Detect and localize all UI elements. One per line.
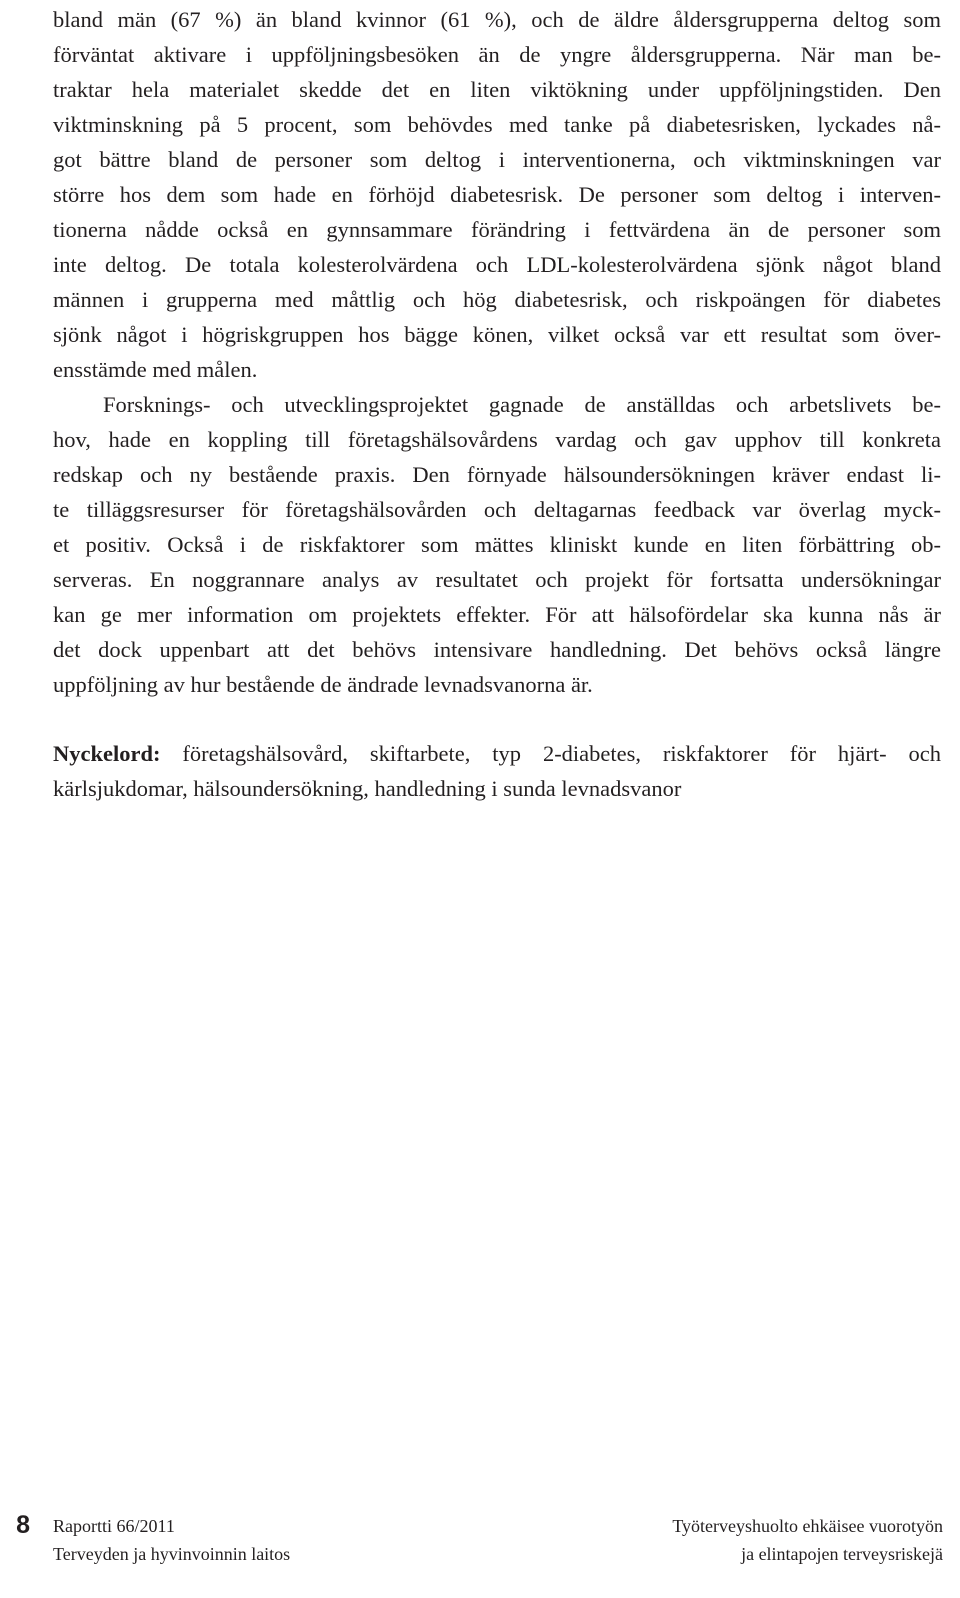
text-line: redskap och ny bestående praxis. Den förnyade hälsoundersökningen kräver endast li-: [53, 462, 941, 487]
footer-title: [672, 1512, 943, 1568]
text-line: Forsknings- och utvecklingsprojektet gagnade de anställdas och arbetslivets be-: [103, 392, 941, 417]
text-line: bland män (67 %) än bland kvinnor (61 %), och de äldre åldersgrupperna deltog som: [53, 7, 941, 32]
text-line: förväntat aktivare i uppföljningsbesöken än de yngre åldersgrupperna. När man be-: [53, 42, 941, 67]
text-line: got bättre bland de personer som deltog i interventionerna, och viktminskningen var: [53, 147, 941, 172]
keywords-label: Nyckelord:: [53, 741, 161, 766]
text-line: sjönk något i högriskgruppen hos bägge könen, vilket också var ett resultat som över-: [53, 322, 941, 347]
text-line: det dock uppenbart att det behövs intensivare handledning. Det behövs också längre: [53, 637, 941, 662]
text-line: uppföljning av hur bestående de ändrade levnadsvanorna är.: [53, 672, 593, 697]
text-line: traktar hela materialet skedde det en liten viktökning under uppföljningstiden. Den: [53, 77, 941, 102]
text-line: ensstämde med målen.: [53, 357, 258, 382]
text-line: serveras. En noggrannare analys av resultatet och projekt för fortsatta undersökningar: [53, 567, 941, 592]
report-title-line2: ja elintapojen terveysriskejä: [741, 1544, 943, 1564]
institute-name: Terveyden ja hyvinvoinnin laitos: [53, 1544, 291, 1564]
text-line: större hos dem som hade en förhöjd diabetesrisk. De personer som deltog i interven-: [53, 182, 941, 207]
keywords-text: företagshälsovård, skiftarbete, typ 2-diabetes, riskfaktorer för hjärt- och: [160, 741, 941, 766]
text-line: te tilläggsresurser för företagshälsovården och deltagarnas feedback var överlag myck-: [53, 497, 941, 522]
report-number: Raportti 66/2011: [53, 1516, 175, 1536]
text-line: männen i grupperna med måttlig och hög diabetesrisk, och riskpoängen för diabetes: [53, 287, 941, 312]
keywords-line: kärlsjukdomar, hälsoundersökning, handledning i sunda levnadsvanor: [53, 776, 682, 801]
text-line: tionerna nådde också en gynnsammare förändring i fettvärdena än de personer som: [53, 217, 941, 242]
text-line: viktminskning på 5 procent, som behövdes med tanke på diabetesrisken, lyckades nå-: [53, 112, 941, 137]
report-title-line1: Työterveyshuolto ehkäisee vuorotyön: [672, 1516, 943, 1536]
keywords-line: [53, 736, 941, 772]
text-line: et positiv. Också i de riskfaktorer som mättes kliniskt kunde en liten förbättring ob-: [53, 532, 941, 557]
page-number: 8: [16, 1511, 30, 1539]
text-line: inte deltog. De totala kolesterolvärdena och LDL-kolesterolvärdena sjönk något bland: [53, 252, 941, 277]
footer-publisher: [53, 1512, 290, 1568]
text-line: kan ge mer information om projektets effekter. För att hälsofördelar ska kunna nås är: [53, 602, 941, 627]
text-line: hov, hade en koppling till företagshälsovårdens vardag och gav upphov till konkreta: [53, 427, 941, 452]
